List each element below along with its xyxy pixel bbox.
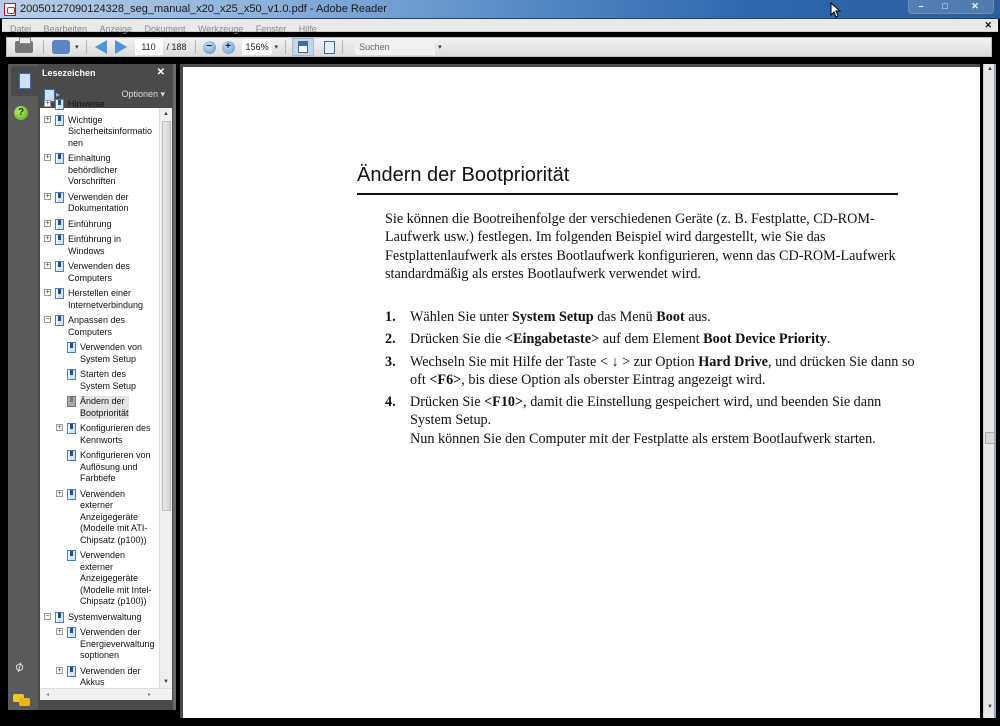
step-fragment: auf dem Element <box>599 331 704 348</box>
expand-icon[interactable]: + <box>45 115 50 123</box>
step-fragment: , bis diese Option als oberster Eintrag angezeigt wird. <box>461 371 766 388</box>
bookmark-item[interactable] <box>40 261 158 288</box>
bookmark-item[interactable] <box>40 115 158 154</box>
toolbar-separator <box>86 40 87 54</box>
bookmark-label: Systemverwaltung <box>68 611 142 622</box>
bookmark-item[interactable] <box>40 342 158 369</box>
bookmarks-header <box>38 64 173 84</box>
step-note: Nun können Sie den Computer mit der Festplatte als erstem Bootlaufwerk starten. <box>410 430 876 447</box>
bookmark-icon <box>67 489 76 500</box>
bookmark-icon <box>67 666 76 677</box>
bookmark-label: Verwenden externer Anzeigegeräte (Modelle mit Intel- Chipsatz (p100)) <box>80 550 152 606</box>
print-icon[interactable] <box>15 41 33 53</box>
step-emphasis: <Eingabetaste> <box>504 331 600 348</box>
scroll-right-icon[interactable]: ▸ <box>148 692 152 698</box>
step-fragment: aus. <box>684 309 711 325</box>
heading-rule <box>357 193 898 195</box>
expand-icon[interactable]: + <box>45 219 50 227</box>
zoom-out-icon[interactable]: − <box>203 41 216 54</box>
window-controls <box>908 0 994 14</box>
scroll-up-icon[interactable]: ▲ <box>987 66 993 72</box>
bookmark-icon <box>55 115 64 126</box>
close-panel-button[interactable]: ✕ <box>156 67 165 78</box>
step-text <box>410 353 915 390</box>
bookmark-icon <box>67 369 76 380</box>
bookmark-label: Ändern der Bootpriorität <box>80 396 129 418</box>
bookmark-icon <box>55 261 64 272</box>
step-number: 2. <box>385 331 396 348</box>
bookmark-label: Verwenden der Akkus <box>80 665 141 687</box>
bookmark-label: Herstellen einer Internetverbindung <box>68 288 144 310</box>
bookmark-icon <box>67 550 76 561</box>
zoom-level-input[interactable]: 156% <box>242 39 272 55</box>
expand-icon[interactable]: + <box>45 100 50 107</box>
page-total: / 188 <box>166 42 187 52</box>
bookmark-icon <box>67 627 76 638</box>
bookmark-icon <box>55 192 64 203</box>
scroll-up-icon[interactable]: ▲ <box>163 111 169 117</box>
step-emphasis: <F10> <box>484 394 524 411</box>
expand-icon[interactable]: + <box>57 424 62 431</box>
bookmark-item[interactable] <box>40 219 158 235</box>
bookmark-icon <box>55 153 64 164</box>
collaborate-dropdown-icon[interactable]: ▾ <box>75 44 79 51</box>
menu-fenster[interactable]: Fenster <box>255 24 287 34</box>
maximize-button[interactable]: □ <box>942 1 948 11</box>
bookmark-item[interactable] <box>40 288 158 315</box>
fit-page-button[interactable] <box>320 39 338 55</box>
bookmark-icon <box>55 315 64 326</box>
step-list <box>385 308 915 452</box>
bookmark-label: Verwenden der Dokumentation <box>68 191 129 213</box>
expand-icon[interactable]: + <box>45 235 50 242</box>
bookmark-item[interactable] <box>40 369 158 396</box>
expand-icon[interactable]: + <box>45 154 50 161</box>
previous-page-icon[interactable] <box>95 40 107 54</box>
menu-bearbeiten[interactable]: Bearbeiten <box>43 24 88 34</box>
step-fragment: . <box>826 331 831 348</box>
minimize-button[interactable]: – <box>918 1 924 11</box>
collaborate-icon[interactable] <box>52 40 70 54</box>
step-item <box>385 308 915 326</box>
bookmark-icon <box>55 219 64 230</box>
step-item <box>385 393 915 448</box>
bookmark-label: Verwenden des Computers <box>68 261 131 283</box>
bookmark-icon <box>67 342 76 353</box>
collapse-icon[interactable]: − <box>45 612 50 620</box>
step-emphasis: Hard Drive <box>698 353 768 370</box>
navigation-pane <box>8 64 38 710</box>
menu-datei[interactable]: Datei <box>10 24 32 34</box>
step-fragment: , damit die Einstellung gespeichert wird, und beenden Sie dann System Setup. <box>410 394 882 429</box>
fit-width-button[interactable] <box>292 38 314 56</box>
expand-icon[interactable]: + <box>45 262 50 269</box>
menu-bar <box>2 19 998 32</box>
bookmark-item[interactable] <box>40 99 158 115</box>
pdf-app-icon <box>4 3 16 16</box>
document-viewport <box>180 64 980 718</box>
fit-width-icon <box>298 41 308 53</box>
toolbar <box>6 37 992 57</box>
bookmark-tree <box>40 99 172 700</box>
bookmark-label: Einhaltung behördlicher Vorschriften <box>68 153 118 186</box>
step-fragment: Wechseln Sie mit Hilfe der Taste < <box>410 353 612 370</box>
step-fragment: Drücken Sie <box>410 394 485 411</box>
expand-icon[interactable]: + <box>45 289 50 296</box>
bookmark-item[interactable] <box>40 627 158 666</box>
menu-anzeige[interactable]: Anzeige <box>99 24 132 34</box>
search-input[interactable]: Suchen <box>355 39 435 55</box>
attachment-icon[interactable]: ⌀ <box>11 656 27 675</box>
bookmark-icon <box>55 288 64 299</box>
step-emphasis: <F6> <box>429 371 462 388</box>
bookmark-item[interactable] <box>40 315 158 342</box>
step-text <box>410 393 915 430</box>
bookmark-item[interactable] <box>40 489 158 551</box>
step-number: 3. <box>385 353 396 370</box>
expand-icon[interactable]: + <box>57 628 62 635</box>
bookmarks-tab[interactable] <box>11 66 38 96</box>
zoom-in-icon[interactable]: + <box>222 41 235 54</box>
options-menu[interactable]: Optionen ▾ <box>121 89 165 99</box>
bookmark-item[interactable] <box>40 612 158 628</box>
title-bar <box>0 0 1000 19</box>
expand-icon[interactable]: + <box>45 192 50 200</box>
toolbar-separator <box>342 40 343 54</box>
bookmark-item[interactable] <box>40 396 158 423</box>
bookmark-icon <box>55 612 64 623</box>
menu-dokument[interactable]: Dokument <box>144 24 186 34</box>
close-document-button[interactable]: ✕ <box>984 20 992 30</box>
bookmarks-title: Lesezeichen <box>42 68 96 78</box>
bookmark-icon <box>67 450 76 461</box>
menu-werkzeuge[interactable]: Werkzeuge <box>197 24 244 34</box>
scroll-thumb[interactable] <box>162 121 171 511</box>
step-number: 1. <box>385 309 396 325</box>
bookmark-item[interactable] <box>40 666 158 693</box>
pdf-page <box>183 67 980 718</box>
page-number-input[interactable]: 110 <box>135 39 163 55</box>
bookmark-label: Starten des System Setup <box>80 369 137 391</box>
step-fragment: Wählen Sie unter <box>410 309 513 325</box>
bookmark-label: Verwenden der Energieverwaltung soptionen <box>80 627 155 660</box>
scroll-left-icon[interactable]: ◂ <box>46 692 50 698</box>
window-title: 20050127090124328_seg_manual_x20_x25_x50_v1.0.pdf - Adobe Reader <box>20 3 387 15</box>
step-emphasis: System Setup <box>512 309 594 325</box>
bookmark-icon <box>67 423 76 434</box>
document-scrollbar[interactable] <box>983 64 996 718</box>
bookmark-label: Konfigurieren des Kennworts <box>80 423 151 445</box>
collapse-icon[interactable]: − <box>45 316 50 323</box>
menu-hilfe[interactable]: Hilfe <box>298 24 317 34</box>
toolbar-separator <box>285 40 286 54</box>
scroll-thumb[interactable] <box>985 432 995 444</box>
bookmark-item[interactable] <box>40 423 158 450</box>
step-emphasis: Boot Device Priority <box>703 331 827 348</box>
close-window-button[interactable]: ✕ <box>971 1 979 11</box>
bookmark-label: Verwenden von System Setup <box>80 342 143 364</box>
fit-page-icon <box>324 41 335 54</box>
scroll-down-icon[interactable]: ▼ <box>987 704 993 710</box>
step-text <box>410 330 915 348</box>
search-dropdown-icon[interactable]: ▾ <box>438 44 442 51</box>
step-number: 4. <box>385 394 396 411</box>
bookmark-label: Anpassen des Computers <box>68 315 126 337</box>
bookmarks-scrollbar[interactable] <box>159 108 172 688</box>
bookmarks-icon <box>19 73 31 89</box>
bookmark-icon <box>55 234 64 245</box>
step-fragment: Drücken Sie die <box>410 331 505 348</box>
step-fragment: das Menü <box>593 309 657 325</box>
step-item <box>385 330 915 348</box>
toolbar-separator <box>195 40 196 54</box>
bookmark-label: Verwenden externer Anzeigegeräte (Modelle mit ATI- Chipsatz (p100)) <box>80 488 148 545</box>
bookmark-label: Einführung in Windows <box>68 234 122 256</box>
bookmark-label: Konfigurieren von Auflösung und Farbtiefe <box>80 450 151 483</box>
help-icon[interactable]: ? <box>14 106 28 120</box>
comments-icon[interactable] <box>13 694 31 706</box>
step-fragment: , und drücken Sie dann so oft <box>410 353 915 388</box>
zoom-dropdown-icon[interactable]: ▾ <box>274 44 279 51</box>
bookmark-icon <box>55 99 64 110</box>
bookmark-label: Hinweise <box>68 99 105 109</box>
bookmark-item[interactable] <box>40 234 158 261</box>
step-emphasis: ↓ <box>611 353 619 370</box>
next-page-icon[interactable] <box>115 40 127 54</box>
scroll-down-icon[interactable]: ▼ <box>163 679 169 685</box>
step-item <box>385 353 915 390</box>
bookmark-label: Wichtige Sicherheitsinformatio nen <box>68 114 153 148</box>
step-emphasis: Boot <box>656 309 685 325</box>
bookmarks-panel <box>38 64 176 710</box>
bookmark-label: Einführung <box>68 218 112 229</box>
bookmark-item[interactable] <box>40 450 158 489</box>
section-heading: Ändern der Bootpriorität <box>357 164 570 186</box>
bookmark-item[interactable] <box>40 192 158 219</box>
toolbar-separator <box>43 40 44 54</box>
bookmark-icon <box>67 396 76 407</box>
step-fragment: > zur Option <box>618 353 699 370</box>
expand-icon[interactable]: + <box>57 489 62 497</box>
bookmark-item[interactable] <box>40 550 158 612</box>
bookmark-item[interactable] <box>40 153 158 192</box>
step-text <box>410 308 915 326</box>
intro-paragraph: Sie können die Bootreihenfolge der verschiedenen Geräte (z. B. Festplatte, CD-ROM-Laufwerk usw.) festlegen. Im folgenden Beispiel wird dargestellt, wie Sie das Festplattenlaufwerk als erstes Bootlaufwerk konfigurieren, wenn das CD-ROM-Laufwerk standardmäßig als erstes Bootlaufwerk verwendet wird. <box>385 211 896 282</box>
expand-icon[interactable]: + <box>57 666 62 674</box>
